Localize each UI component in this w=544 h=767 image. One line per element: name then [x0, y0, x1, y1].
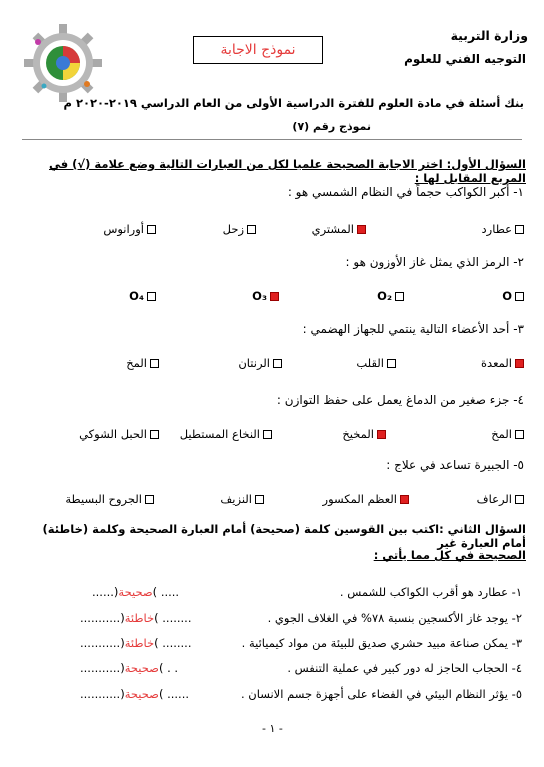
ministry-name: وزارة التربية	[450, 28, 528, 43]
page-number: - ١ -	[262, 722, 283, 735]
q1-item-2-option-3[interactable]: O₃	[252, 289, 279, 303]
checkbox-icon[interactable]	[145, 495, 154, 504]
q1-item-3-option-4[interactable]: المخ	[126, 356, 159, 370]
q1-item-1-option-1[interactable]: عطارد	[482, 222, 524, 236]
q1-item-5-option-4[interactable]: الجروح البسيطة	[65, 492, 154, 506]
checkbox-checked-icon[interactable]	[400, 495, 409, 504]
q1-item-4-option-1[interactable]: المخ	[491, 427, 524, 441]
q2-heading-line-2: الصحيحة في كل مما يأتي :	[373, 548, 526, 562]
checkbox-icon[interactable]	[147, 292, 156, 301]
checkbox-icon[interactable]	[150, 359, 159, 368]
q1-item-2-option-1[interactable]: O	[502, 289, 524, 303]
q1-item-1-option-4[interactable]: أورانوس	[103, 222, 156, 236]
q1-item-2-text: ٢- الرمز الذي يمثل غاز الأوزون هو :	[345, 255, 524, 269]
q1-item-5-option-1[interactable]: الرعاف	[477, 492, 524, 506]
q1-item-1-option-2[interactable]: المشتري	[312, 222, 366, 236]
checkbox-icon[interactable]	[150, 430, 159, 439]
q1-item-4-option-4[interactable]: الحبل الشوكي	[79, 427, 159, 441]
ministry-logo-icon	[22, 22, 104, 104]
q2-item-3-text: ٣- يمكن صناعة مبيد حشري صديق للبيئة من مواد كيميائية .	[241, 636, 522, 650]
q1-item-5-text: ٥- الجبيرة تساعد في علاج :	[386, 458, 524, 472]
q1-item-2-option-2[interactable]: O₂	[377, 289, 404, 303]
bank-title: بنك أسئلة في مادة العلوم للفترة الدراسية الأولى من العام الدراسي ٢٠١٩-٢٠٢٠ م	[63, 96, 524, 110]
checkbox-checked-icon[interactable]	[377, 430, 386, 439]
checkbox-icon[interactable]	[515, 430, 524, 439]
model-answer-box: نموذج الاجابة	[193, 36, 323, 64]
header-divider	[22, 139, 522, 140]
checkbox-icon[interactable]	[515, 495, 524, 504]
q2-item-1-answer[interactable]: ......)صحيحة( .....	[92, 585, 180, 599]
q2-item-4-text: ٤- الحجاب الحاجز له دور كبير في عملية التنفس .	[287, 661, 522, 675]
q2-item-2-text: ٢- يوجد غاز الأكسجين بنسبة ٧٨% في الغلاف الجوي .	[267, 611, 522, 625]
q2-item-2-answer[interactable]: ...........)خاطئة( ........	[80, 611, 192, 625]
checkbox-icon[interactable]	[387, 359, 396, 368]
checkbox-icon[interactable]	[263, 430, 272, 439]
q2-item-4-answer[interactable]: ...........)صحيحة( . .	[80, 661, 179, 675]
checkbox-icon[interactable]	[515, 225, 524, 234]
q2-item-5-text: ٥- يؤثر النظام البيئي في الفضاء على أجهزة جسم الانسان .	[240, 687, 522, 701]
q1-item-3-option-1[interactable]: المعدة	[481, 356, 524, 370]
q2-heading-line-1: السؤال الثاني :اكتب بين القوسين كلمة (صحيحة) أمام العبارة الصحيحة وكلمة (خاطئة) أمام العبارة غير	[42, 522, 526, 550]
checkbox-icon[interactable]	[515, 292, 524, 301]
q1-item-5-option-2[interactable]: العظم المكسور	[323, 492, 409, 506]
q1-item-4-option-3[interactable]: النخاع المستطيل	[180, 427, 272, 441]
q2-item-3-answer[interactable]: ...........)خاطئة( ........	[80, 636, 192, 650]
checkbox-icon[interactable]	[247, 225, 256, 234]
model-number: نموذج رقم (٧)	[292, 120, 371, 133]
checkbox-icon[interactable]	[147, 225, 156, 234]
q1-heading: السؤال الأول: اختر الاجابة الصحيحة علميا لكل من العبارات التالية وضع علامة (√) في المربع المقابل لها :	[49, 157, 526, 185]
q1-item-2-option-4[interactable]: O₄	[129, 289, 156, 303]
q2-item-1-text: ١- عطارد هو أقرب الكواكب للشمس .	[339, 585, 522, 599]
q1-item-3-option-2[interactable]: القلب	[356, 356, 396, 370]
q1-item-1-option-3[interactable]: زحل	[223, 222, 256, 236]
q2-item-5-answer[interactable]: ...........)صحيحة( ......	[80, 687, 190, 701]
checkbox-checked-icon[interactable]	[515, 359, 524, 368]
checkbox-icon[interactable]	[395, 292, 404, 301]
q1-item-1-text: ١- أكبر الكواكب حجماً في النظام الشمسي هو :	[287, 185, 524, 199]
q1-item-3-option-3[interactable]: الرنتان	[238, 356, 282, 370]
department-name: التوجيه الفني للعلوم	[404, 52, 526, 66]
q1-item-3-text: ٣- أحد الأعضاء التالية ينتمي للجهاز الهضمي :	[302, 322, 524, 336]
checkbox-icon[interactable]	[273, 359, 282, 368]
q1-item-4-text: ٤- جزء صغير من الدماغ يعمل على حفظ التوازن :	[276, 393, 524, 407]
checkbox-icon[interactable]	[255, 495, 264, 504]
q1-item-5-option-3[interactable]: النزيف	[220, 492, 264, 506]
q1-item-4-option-2[interactable]: المخيخ	[342, 427, 386, 441]
checkbox-checked-icon[interactable]	[270, 292, 279, 301]
checkbox-checked-icon[interactable]	[357, 225, 366, 234]
